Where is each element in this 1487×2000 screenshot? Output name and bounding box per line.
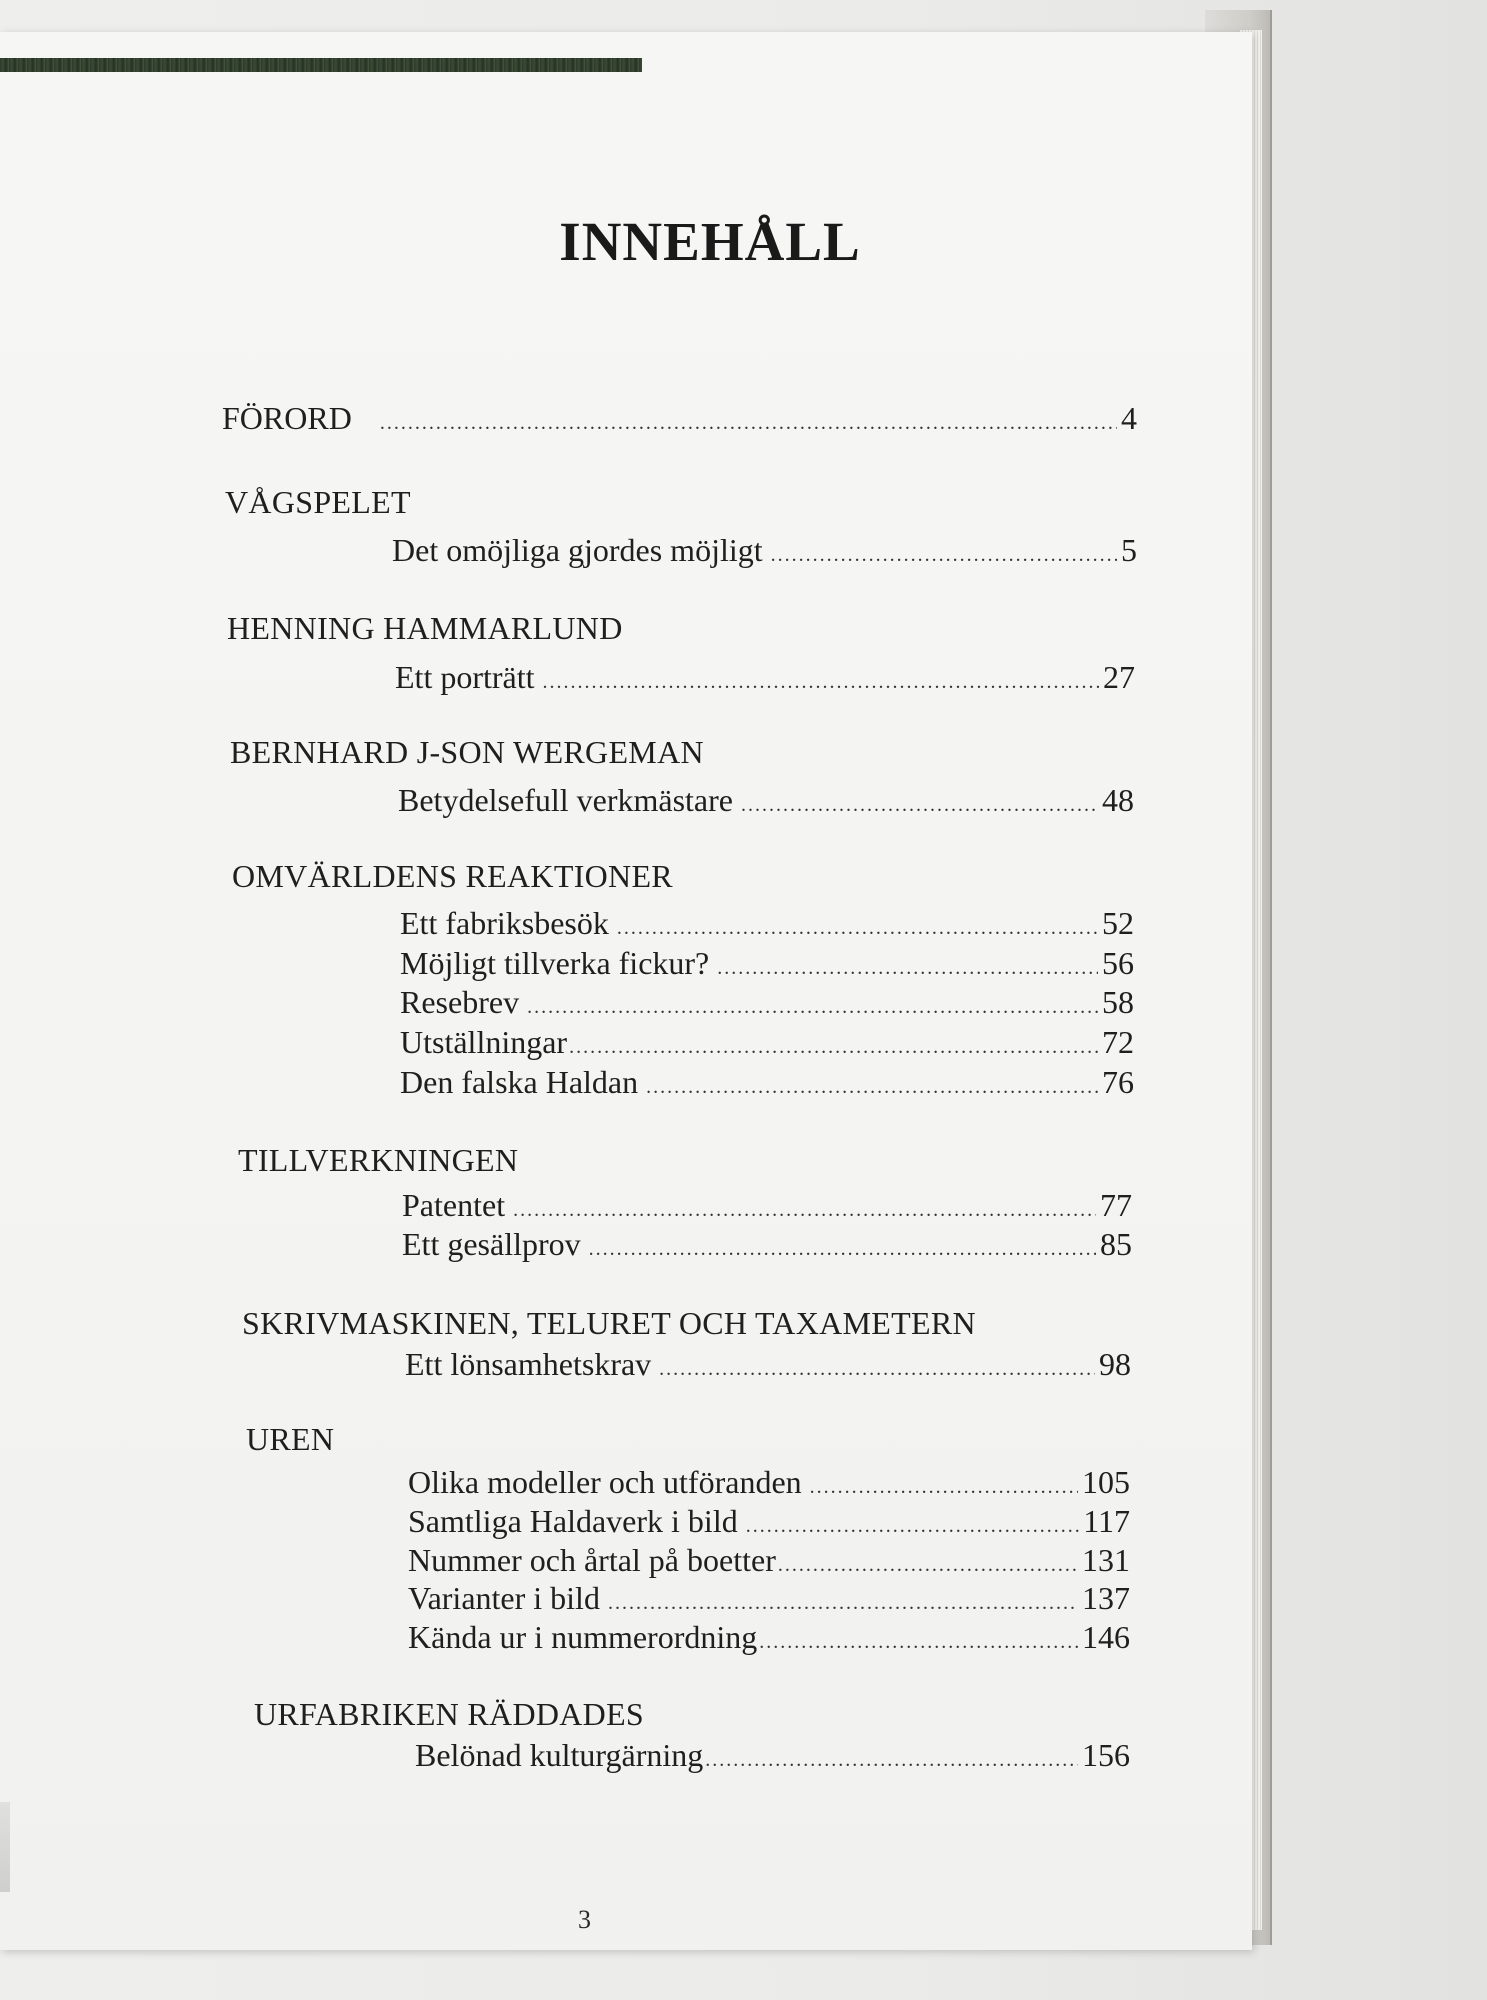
toc-entry: [400, 984, 1134, 1021]
toc-page-number: 85: [1100, 1226, 1132, 1262]
toc-entry: [408, 1619, 1130, 1656]
toc-page-number: 48: [1102, 782, 1134, 818]
toc-page-number: 98: [1099, 1346, 1131, 1382]
toc-entry: [400, 905, 1134, 942]
toc-entry: [408, 1580, 1130, 1617]
leader-dots: [513, 1199, 1096, 1222]
toc-label: Ett lönsamhetskrav: [405, 1346, 652, 1382]
book-page: [0, 32, 1252, 1950]
toc-label: FÖRORD: [222, 400, 352, 436]
toc-label: Olika modeller och utföranden: [408, 1464, 802, 1500]
leader-dots: [569, 1036, 1098, 1059]
page-number: 3: [578, 1905, 591, 1934]
toc-label: Möjligt tillverka fickur?: [400, 945, 710, 981]
toc-page-number: 146: [1082, 1619, 1130, 1655]
toc-label: Den falska Haldan: [400, 1064, 639, 1100]
toc-label: Resebrev: [400, 984, 520, 1020]
toc-page-number: 27: [1103, 659, 1135, 695]
toc-section-heading: TILLVERKNINGEN: [238, 1142, 519, 1178]
leader-dots: [543, 671, 1099, 694]
toc-page-number: 137: [1082, 1580, 1130, 1616]
toc-page-number: 131: [1082, 1542, 1130, 1578]
toc-entry: [408, 1464, 1130, 1501]
leader-dots: [746, 1515, 1079, 1538]
toc-entry: [400, 1064, 1134, 1101]
toc-label: Samtliga Haldaverk i bild: [408, 1503, 738, 1539]
toc-page-number: 52: [1102, 905, 1134, 941]
toc-page-number: 56: [1102, 945, 1134, 981]
leader-dots: [589, 1238, 1096, 1261]
toc-entry: [400, 1024, 1134, 1061]
toc-entry: [408, 1503, 1130, 1540]
toc-label: Kända ur i nummerordning: [408, 1619, 758, 1655]
toc-section-heading: URFABRIKEN RÄDDADES: [254, 1696, 645, 1732]
toc-page-number: 72: [1102, 1024, 1134, 1060]
leader-dots: [380, 412, 1117, 435]
toc-entry: [400, 945, 1134, 982]
toc-label: Det omöjliga gjordes möjligt: [392, 532, 763, 568]
toc-section-heading: HENNING HAMMARLUND: [227, 610, 623, 646]
toc-entry: [402, 1226, 1132, 1263]
toc-label: Belönad kulturgärning: [415, 1737, 704, 1773]
toc-label: Ett fabriksbesök: [400, 905, 609, 941]
toc-label: Betydelsefull verkmästare: [398, 782, 733, 818]
leader-dots: [527, 996, 1098, 1019]
page-title: INNEHÅLL: [559, 211, 861, 272]
leader-dots: [717, 957, 1098, 980]
leader-dots: [759, 1631, 1078, 1654]
toc-page-number: 105: [1082, 1464, 1130, 1500]
toc-entry: [395, 659, 1135, 696]
toc-section-heading: VÅGSPELET: [225, 484, 411, 520]
toc-label: Patentet: [402, 1187, 506, 1223]
leader-dots: [617, 917, 1098, 940]
toc-section-heading: UREN: [246, 1421, 335, 1457]
toc-label: Nummer och årtal på boetter: [408, 1542, 776, 1578]
leader-dots: [646, 1076, 1098, 1099]
toc-section-heading: BERNHARD J-SON WERGEMAN: [230, 734, 704, 770]
toc-entry: [402, 1187, 1132, 1224]
toc-section-heading: OMVÄRLDENS REAKTIONER: [232, 858, 673, 894]
leader-dots: [778, 1554, 1078, 1577]
toc-entry: [405, 1346, 1131, 1383]
toc-label: Utställningar: [400, 1024, 568, 1060]
toc-entry-forord: [222, 400, 1137, 437]
toc-label: Ett porträtt: [395, 659, 535, 695]
toc-section-heading: SKRIVMASKINEN, TELURET OCH TAXAMETERN: [242, 1305, 976, 1341]
toc-page-number: 77: [1100, 1187, 1132, 1223]
table-of-contents: [0, 32, 1252, 1950]
toc-label: Ett gesällprov: [402, 1226, 581, 1262]
toc-entry: [398, 782, 1134, 819]
toc-entry: [408, 1542, 1130, 1579]
leader-dots: [705, 1749, 1078, 1772]
leader-dots: [659, 1358, 1095, 1381]
leader-dots: [810, 1476, 1078, 1499]
toc-entry: [415, 1737, 1130, 1774]
toc-label: Varianter i bild: [408, 1580, 600, 1616]
leader-dots: [608, 1592, 1078, 1615]
leader-dots: [741, 794, 1098, 817]
toc-page-number: 58: [1102, 984, 1134, 1020]
toc-page-number: 5: [1121, 532, 1137, 568]
toc-page-number: 76: [1102, 1064, 1134, 1100]
leader-dots: [771, 544, 1117, 567]
toc-page-number: 4: [1121, 400, 1137, 436]
toc-page-number: 156: [1082, 1737, 1130, 1773]
toc-page-number: 117: [1083, 1503, 1130, 1539]
toc-entry: [392, 532, 1137, 569]
